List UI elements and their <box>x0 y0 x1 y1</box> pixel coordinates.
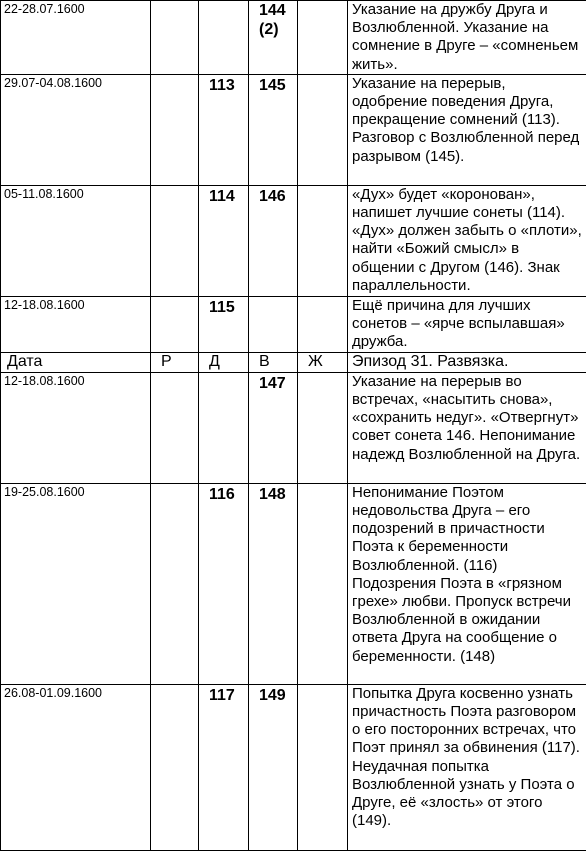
d-cell: 113 <box>199 74 249 185</box>
description-cell: Указание на перерыв во встречах, «насытить снова», «сохранить недуг». «Отвергнут» совет сонета 146. Непонимание надежд Возлюбленной на Друга. <box>348 372 586 483</box>
r-cell <box>151 296 199 352</box>
v-cell <box>249 1 298 75</box>
zh-cell <box>298 74 348 185</box>
table-row <box>1 185 586 296</box>
r-cell <box>151 185 199 296</box>
table-row <box>1 74 586 185</box>
header-zh: Ж <box>298 352 348 372</box>
r-cell <box>151 684 199 850</box>
date-cell: 05-11.08.1600 <box>1 185 151 296</box>
table-row <box>1 1 586 75</box>
zh-cell <box>298 296 348 352</box>
d-cell <box>199 1 249 75</box>
r-cell <box>151 74 199 185</box>
date-cell: 22-28.07.1600 <box>1 1 151 75</box>
zh-cell <box>298 1 348 75</box>
description-cell: Ещё причина для лучших сонетов – «ярче вспылавшая» дружба. <box>348 296 586 352</box>
zh-cell <box>298 185 348 296</box>
date-cell: 12-18.08.1600 <box>1 372 151 483</box>
header-d: Д <box>199 352 249 372</box>
table-row <box>1 372 586 483</box>
episode-title: Эпизод 31. Развязка. <box>348 352 586 372</box>
header-r: Р <box>151 352 199 372</box>
d-cell: 116 <box>199 483 249 684</box>
zh-cell <box>298 372 348 483</box>
date-cell: 12-18.08.1600 <box>1 296 151 352</box>
table-row <box>1 684 586 850</box>
v-cell: 148 <box>249 483 298 684</box>
d-cell <box>199 372 249 483</box>
date-cell: 29.07-04.08.1600 <box>1 74 151 185</box>
d-cell: 117 <box>199 684 249 850</box>
d-cell: 115 <box>199 296 249 352</box>
v-cell: 147 <box>249 372 298 483</box>
date-cell: 26.08-01.09.1600 <box>1 684 151 850</box>
v-cell: 149 <box>249 684 298 850</box>
header-v: В <box>249 352 298 372</box>
table-row <box>1 296 586 352</box>
r-cell <box>151 372 199 483</box>
header-date: Дата <box>1 352 151 372</box>
v-cell <box>249 296 298 352</box>
v-cell: 146 <box>249 185 298 296</box>
v-value: 144 (2) <box>259 2 286 38</box>
r-cell <box>151 483 199 684</box>
zh-cell <box>298 684 348 850</box>
table-header-row <box>1 352 586 372</box>
description-cell: «Дух» будет «коронован», напишет лучшие сонеты (114). «Дух» должен забыть о «плоти», найти «Божий смысл» в общении с Другом (146). Знак параллельности. <box>348 185 586 296</box>
d-cell: 114 <box>199 185 249 296</box>
v-cell: 145 <box>249 74 298 185</box>
date-cell: 19-25.08.1600 <box>1 483 151 684</box>
zh-cell <box>298 483 348 684</box>
description-cell: Указание на перерыв, одобрение поведения Друга, прекращение сомнений (113). Разговор с Возлюбленной перед разрывом (145). <box>348 74 586 185</box>
description-cell: Непонимание Поэтом недовольства Друга – его подозрений в причастности Поэта к беременности Возлюбленной. (116) Подозрения Поэта в «грязном грехе» любви. Пропуск встречи Возлюбленной в ожидании ответа Друга на сообщение о беременности. (148) <box>348 483 586 684</box>
table-row <box>1 483 586 684</box>
description-cell: Указание на дружбу Друга и Возлюбленной. Указание на сомнение в Друге – «сомненьем жить». <box>348 1 586 75</box>
r-cell <box>151 1 199 75</box>
description-cell: Попытка Друга косвенно узнать причастность Поэта разговором о его посторонних встречах, что Поэт принял за обвинения (117). Неудачная попытка Возлюбленной узнать у Поэта о Друге, её «злость» от этого (149). <box>348 684 586 850</box>
